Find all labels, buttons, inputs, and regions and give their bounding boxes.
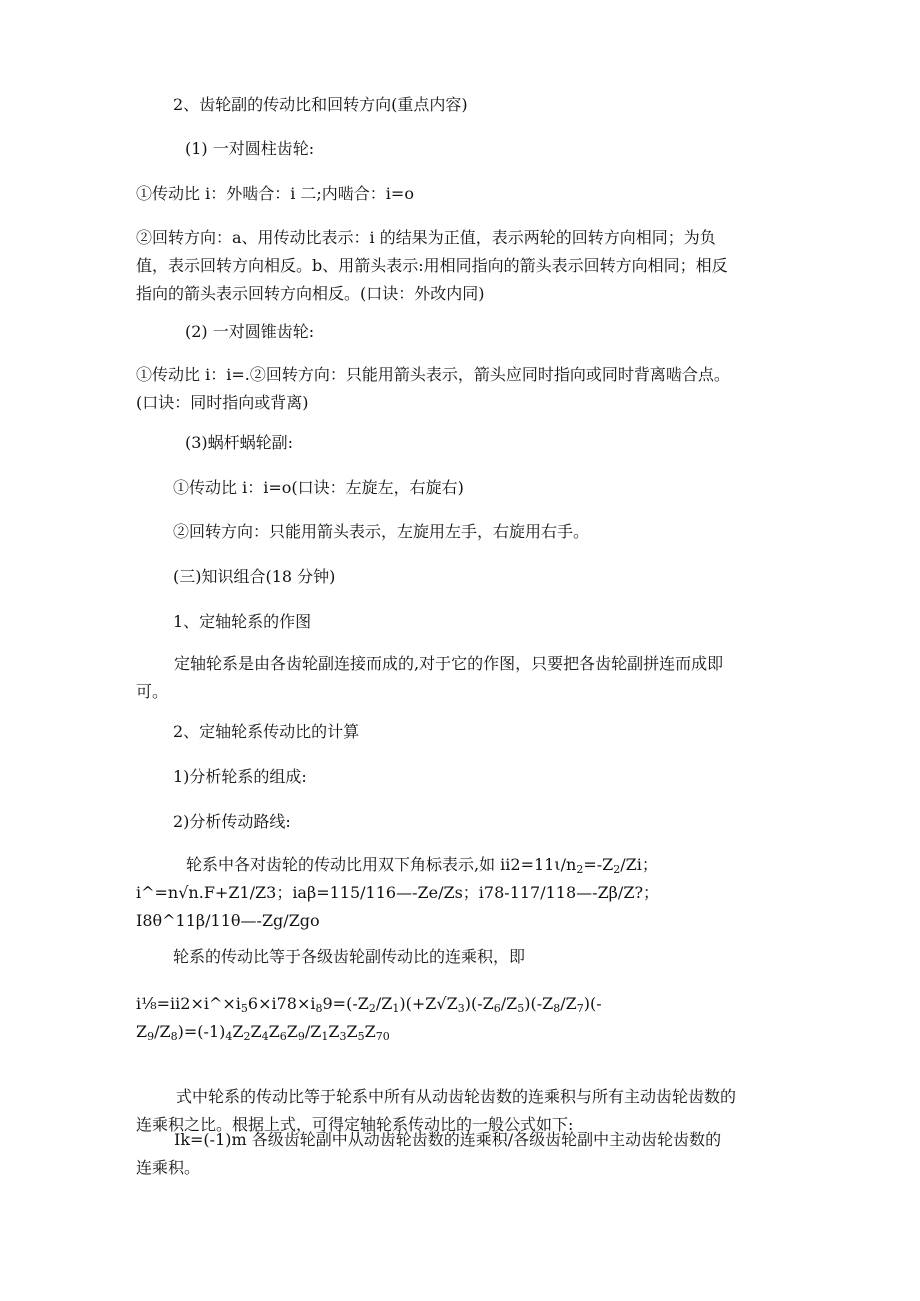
subscript: 2 <box>613 863 621 876</box>
text-line: 指向的箭头表示回转方向相反。(口诀：外改内同) <box>136 284 485 303</box>
text-line <box>136 851 659 879</box>
formula-text: /Z <box>304 1022 322 1041</box>
paragraph-cylindrical-ratio: ①传动比 i：外啮合：i 二;内啮合：i=o <box>136 184 414 203</box>
formula-text: Z <box>250 1022 262 1041</box>
subscript: 2 <box>576 863 584 876</box>
formula-subscript: 9 <box>147 1030 155 1043</box>
text-run: /Zi； <box>620 855 658 874</box>
formula-text: i⅛=ii2×i^×i <box>136 994 241 1013</box>
formula-text: )(-Z <box>524 994 554 1013</box>
formula-subscript: 1 <box>392 1002 400 1015</box>
formula-text: 6×i78×i <box>247 994 316 1013</box>
step-analyze-composition: 1)分析轮系的组成: <box>173 767 307 786</box>
section-heading-knowledge: (三)知识组合(18 分钟) <box>173 567 336 586</box>
formula-text: 9=(-Z <box>322 994 369 1013</box>
formula-subscript: 3 <box>339 1030 347 1043</box>
formula-subscript: 2 <box>368 1002 376 1015</box>
formula-subscript: 5 <box>240 1002 248 1015</box>
formula-text: Z <box>364 1022 376 1041</box>
formula-text: )(-Z <box>464 994 494 1013</box>
formula-subscript: 5 <box>517 1002 525 1015</box>
text-line: 连乘积之比。根据上式，可得定轴轮系传动比的一般公式如下: <box>136 1115 574 1134</box>
heading-gear-pair-ratio: 2、齿轮副的传动比和回转方向(重点内容) <box>173 95 468 114</box>
formula-text: Z <box>346 1022 358 1041</box>
text-line: 定轴轮系是由各齿轮副连接而成的,对于它的作图，只要把各齿轮副拼连而成即 <box>174 654 724 673</box>
paragraph-rotation-direction <box>136 224 728 308</box>
formula-text: /Z <box>375 994 393 1013</box>
text-line: ②回转方向：a、用传动比表示：i 的结果为正值，表示两轮的回转方向相同；为负 <box>136 228 716 247</box>
formula-text: Z <box>232 1022 244 1041</box>
formula-text: )(- <box>583 994 602 1013</box>
heading-fixed-axis-drawing: 1、定轴轮系的作图 <box>173 612 312 631</box>
paragraph-fixed-axis-drawing <box>136 650 723 706</box>
paragraph-bevel-ratio <box>136 361 730 417</box>
formula-subscript: 6 <box>493 1002 501 1015</box>
text-run: 轮系中各对齿轮的传动比用双下角标表示,如 ii2=11ι/n <box>186 855 577 874</box>
text-run: =-Z <box>583 855 614 874</box>
formula-subscript: 7 <box>576 1002 584 1015</box>
formula-subscript: 70 <box>375 1030 390 1043</box>
paragraph-worm-ratio: ①传动比 i：i=o(口诀：左旋左，右旋右) <box>173 478 464 497</box>
text-line: 可。 <box>136 682 169 701</box>
text-line: i^=n√n.F+Z1/Z3；iaβ=115/116—-Ze/Zs；i78-117/118—-Zβ/Z?； <box>136 883 660 902</box>
formula-total-ratio <box>136 990 602 1046</box>
step-analyze-path: 2)分析传动路线: <box>173 812 291 831</box>
formula-subscript: 8 <box>553 1002 561 1015</box>
formula-line-1 <box>136 990 602 1018</box>
paragraph-product-statement: 轮系的传动比等于各级齿轮副传动比的连乘积，即 <box>173 947 526 966</box>
formula-text: Z <box>268 1022 280 1041</box>
paragraph-double-subscript <box>136 851 659 935</box>
paragraph-worm-direction: ②回转方向：只能用箭头表示，左旋用左手，右旋用右手。 <box>173 522 590 541</box>
formula-text: Z <box>136 1022 148 1041</box>
formula-subscript: 1 <box>321 1030 329 1043</box>
formula-subscript: 3 <box>457 1002 465 1015</box>
formula-subscript: 8 <box>315 1002 323 1015</box>
formula-subscript: 8 <box>170 1030 178 1043</box>
formula-subscript: 5 <box>357 1030 365 1043</box>
formula-subscript: 9 <box>297 1030 305 1043</box>
subheading-bevel-gears: (2) 一对圆锥齿轮: <box>185 322 315 341</box>
text-line: Ik=(-1)m 各级齿轮副中从动齿轮齿数的连乘积/各级齿轮副中主动齿轮齿数的 <box>174 1130 722 1149</box>
formula-line-2 <box>136 1018 602 1046</box>
text-line: 值，表示回转方向相反。b、用箭头表示:用相同指向的箭头表示回转方向相同；相反 <box>136 256 728 275</box>
paragraph-general-formula <box>136 1126 721 1182</box>
text-line: 连乘积。 <box>136 1158 201 1177</box>
formula-text: /Z <box>500 994 518 1013</box>
formula-text: /Z <box>560 994 577 1013</box>
text-line: (口诀：同时指向或背离) <box>136 393 309 412</box>
formula-subscript: 2 <box>243 1030 251 1043</box>
formula-subscript: 4 <box>225 1030 233 1043</box>
text-line: 式中轮系的传动比等于轮系中所有从动齿轮齿数的连乘积与所有主动齿轮齿数的 <box>176 1087 737 1106</box>
text-line: I8θ^11β/11θ—-Zg/Zgo <box>136 911 320 930</box>
subheading-cylindrical-gears: (1) 一对圆柱齿轮: <box>185 139 315 158</box>
formula-text: Z <box>328 1022 340 1041</box>
formula-subscript: 6 <box>279 1030 287 1043</box>
formula-text: )=(-1) <box>177 1022 226 1041</box>
formula-text: /Z <box>154 1022 171 1041</box>
subheading-worm-gears: (3)蜗杆蜗轮副: <box>185 433 294 452</box>
formula-text: Z <box>286 1022 298 1041</box>
formula-text: )(+Z√Z <box>399 994 458 1013</box>
heading-ratio-calculation: 2、定轴轮系传动比的计算 <box>173 722 360 741</box>
formula-subscript: 4 <box>261 1030 269 1043</box>
text-line: ①传动比 i：i=.②回转方向：只能用箭头表示，箭头应同时指向或同时背离啮合点。 <box>136 365 730 384</box>
